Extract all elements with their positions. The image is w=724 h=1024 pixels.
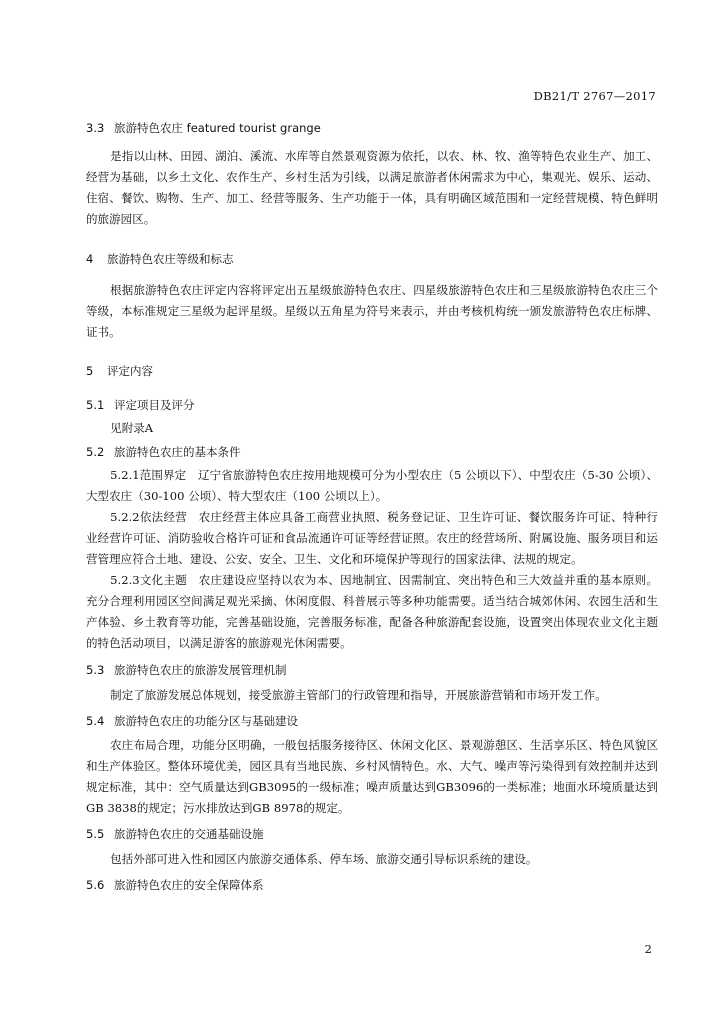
section-5-2-1-paragraph: 5.2.1范围界定 辽宁省旅游特色农庄按用地规模可分为小型农庄（5 公顷以下）、中型农庄（5-30 公顷）、大型农庄（30-100 公顷）、特大型农庄（100 公顷以上）。 bbox=[86, 468, 658, 503]
section-number: 5.2 bbox=[86, 445, 105, 459]
section-number: 3.3 bbox=[86, 121, 105, 135]
section-title: 旅游特色农庄的安全保障体系 bbox=[114, 878, 264, 892]
section-title: 旅游特色农庄的基本条件 bbox=[114, 445, 241, 459]
section-4-heading bbox=[86, 250, 658, 268]
section-number: 5.6 bbox=[86, 878, 105, 892]
section-5-1-paragraph: 见附录A bbox=[110, 421, 154, 435]
section-title: 评定内容 bbox=[107, 364, 153, 378]
section-5-4-heading bbox=[86, 712, 658, 730]
section-number: 5.5 bbox=[86, 827, 105, 841]
section-5-3-paragraph: 制定了旅游发展总体规划，接受旅游主管部门的行政管理和指导，开展旅游营销和市场开发工作。 bbox=[110, 688, 607, 702]
section-5-1-heading bbox=[86, 396, 658, 414]
section-5-5-paragraph: 包括外部可进入性和园区内旅游交通体系、停车场、旅游交通引导标识系统的建设。 bbox=[110, 852, 538, 866]
page-number: 2 bbox=[644, 942, 652, 956]
section-title: 旅游特色农庄的旅游发展管理机制 bbox=[114, 663, 287, 677]
section-number: 5.3 bbox=[86, 663, 105, 677]
section-5-5-heading bbox=[86, 825, 658, 843]
section-title: 评定项目及评分 bbox=[114, 398, 195, 412]
section-title: 旅游特色农庄等级和标志 bbox=[107, 252, 234, 266]
section-5-2-3-paragraph: 5.2.3文化主题 农庄建设应坚持以农为本、因地制宜、因需制宜、突出特色和三大效益并重的基本原则。充分合理利用园区空间满足观光采摘、休闲度假、科普展示等多种功能需要。适当结合城郊休闲、农园生活和生产体验、乡土教育等功能，完善基础设施，完善服务标准，配备各种旅游配套设施，设置突出体现农业文化主题的特色活动项目，以满足游客的旅游观光休闲需要。 bbox=[86, 573, 658, 650]
section-4-paragraph: 根据旅游特色农庄评定内容将评定出五星级旅游特色农庄、四星级旅游特色农庄和三星级旅游特色农庄三个等级，本标准规定三星级为起评星级。星级以五角星为符号来表示，并由考核机构统一颁发旅游特色农庄标牌、证书。 bbox=[86, 283, 658, 339]
section-5-6-heading bbox=[86, 876, 658, 894]
section-title: 旅游特色农庄的功能分区与基础建设 bbox=[114, 714, 298, 728]
document-code: DB21/T 2767—2017 bbox=[533, 89, 656, 103]
section-5-2-2-paragraph: 5.2.2依法经营 农庄经营主体应具备工商营业执照、税务登记证、卫生许可证、餐饮服务许可证、特种行业经营许可证、消防验收合格许可证和食品流通许可证等经营证照。农庄的经营场所、附属设施、服务项目和运营管理应符合土地、建设、公安、安全、卫生、文化和环境保护等现行的国家法律、法规的规定。 bbox=[86, 510, 658, 566]
section-5-heading bbox=[86, 362, 658, 380]
section-5-3-heading bbox=[86, 661, 658, 679]
section-5-2-heading bbox=[86, 443, 658, 461]
section-number: 5.1 bbox=[86, 398, 105, 412]
section-3-3-heading bbox=[86, 119, 658, 137]
page-body bbox=[86, 118, 658, 894]
section-number: 4 bbox=[86, 252, 94, 266]
section-number: 5 bbox=[86, 364, 94, 378]
section-5-4-paragraph: 农庄布局合理，功能分区明确，一般包括服务接待区、休闲文化区、景观游憩区、生活享乐区、特色风貌区和生产体验区。整体环境优美，园区具有当地民族、乡村风情特色。水、大气、噪声等污染得到有效控制并达到规定标准，其中：空气质量达到GB3095的一级标准；噪声质量达到GB3096的一类标准；地面水环境质量达到GB 3838的规定；污水排放达到GB 8978的规定。 bbox=[86, 738, 658, 815]
section-title: 旅游特色农庄的交通基础设施 bbox=[114, 827, 264, 841]
section-number: 5.4 bbox=[86, 714, 105, 728]
section-title: 旅游特色农庄 featured tourist grange bbox=[114, 121, 321, 135]
section-3-3-paragraph: 是指以山林、田园、湖泊、溪流、水库等自然景观资源为依托，以农、林、牧、渔等特色农业生产、加工、经营为基础，以乡土文化、农作生产、乡村生活为引线，以满足旅游者休闲需求为中心，集观光、娱乐、运动、住宿、餐饮、购物、生产、加工、经营等服务、生产功能于一体，具有明确区域范围和一定经营规模、特色鲜明的旅游园区。 bbox=[86, 149, 658, 226]
